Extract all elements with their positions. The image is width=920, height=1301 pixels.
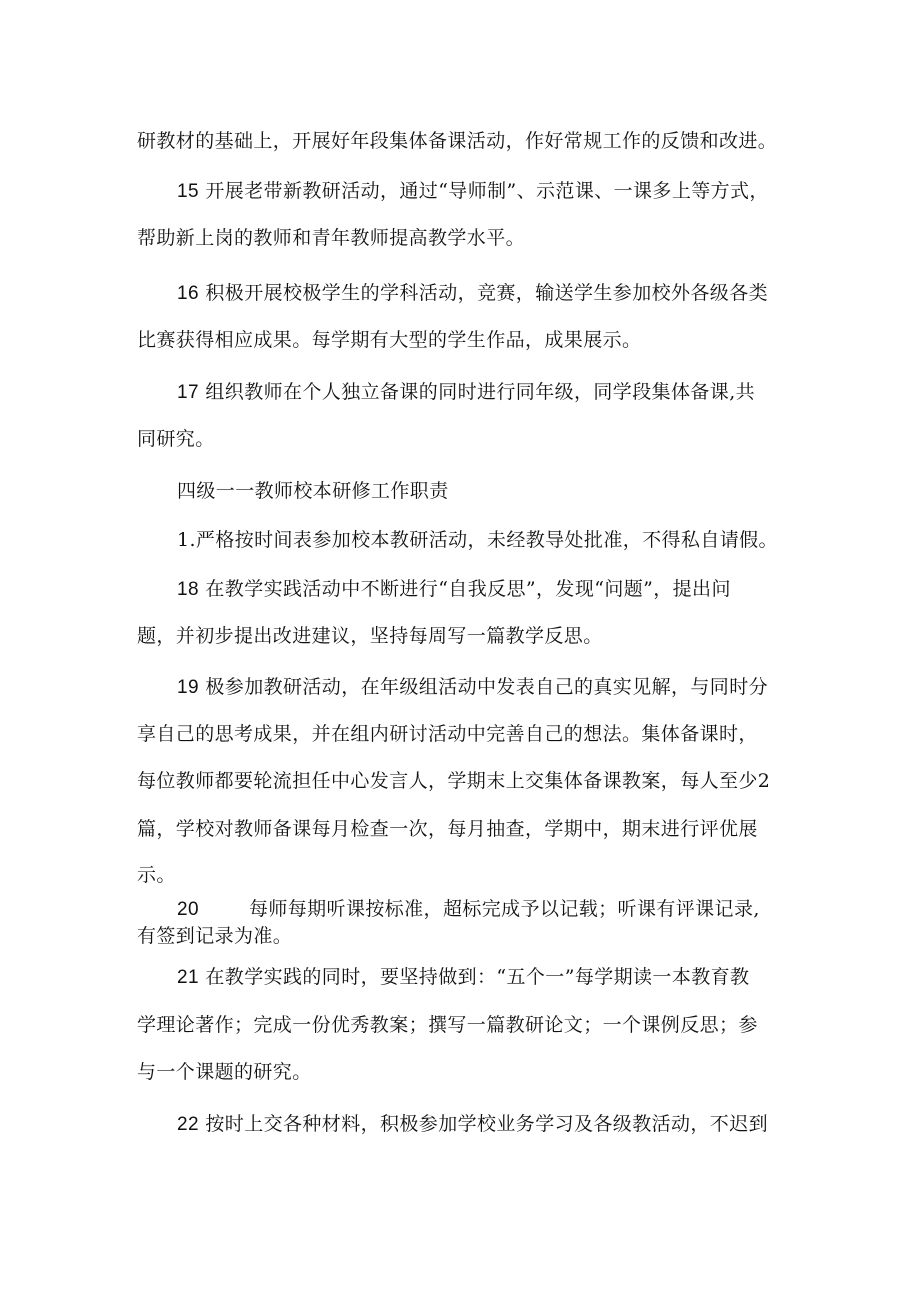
paragraph-18-number: 18	[177, 579, 199, 600]
paragraph-21-line-3: 与一个课题的研究。	[137, 1061, 312, 1083]
paragraph-19-line-1	[177, 674, 768, 701]
paragraph-21-line-2: 学理论著作；完成一份优秀教案；撰写一篇教研论文；一个课例反思；参	[137, 1014, 758, 1036]
paragraph-22-line-1	[177, 1111, 768, 1138]
paragraph-17-number: 17	[177, 382, 199, 403]
paragraph-continued-line-1: 研教材的基础上，开展好年段集体备课活动，作好常规工作的反馈和改进。	[137, 130, 778, 152]
paragraph-20-line-1	[177, 896, 760, 923]
paragraph-18-text: 在教学实践活动中不断进行“自我反思”，发现“问题”，提出问	[205, 578, 731, 600]
paragraph-16-line-1	[177, 280, 768, 307]
paragraph-17-text: 组织教师在个人独立备课的同时进行同年级，同学段集体备课,共	[205, 381, 756, 403]
paragraph-17-line-2: 同研究。	[137, 428, 215, 450]
paragraph-15-number: 15	[177, 181, 199, 202]
paragraph-15-line-2: 帮助新上岗的教师和青年教师提高教学水平。	[137, 227, 526, 249]
paragraph-21-line-1	[177, 964, 749, 991]
paragraph-19-line-3: 每位教师都要轮流担任中心发言人，学期末上交集体备课教案，每人至少2	[137, 770, 771, 792]
paragraph-19-number: 19	[177, 677, 199, 698]
item-1-line-1: 1.严格按时间表参加校本教研活动，未经教导处批准，不得私自请假。	[177, 529, 778, 551]
paragraph-22-text: 按时上交各种材料，积极参加学校业务学习及各级教活动，不迟到	[205, 1113, 768, 1135]
paragraph-16-text: 积极开展校极学生的学科活动，竞赛，输送学生参加校外各级各类	[205, 282, 768, 304]
paragraph-19-text: 极参加教研活动，在年级组活动中发表自己的真实见解，与同时分	[205, 676, 768, 698]
paragraph-15-line-1	[177, 178, 769, 205]
paragraph-18-line-2: 题，并初步提出改进建议，坚持每周写一篇教学反思。	[137, 625, 603, 647]
paragraph-20-line-2: 有签到记录为准。	[137, 925, 293, 947]
paragraph-22-number: 22	[177, 1114, 199, 1135]
paragraph-17-line-1	[177, 379, 755, 406]
paragraph-20-number: 20	[177, 899, 199, 920]
paragraph-19-line-2: 享自己的思考成果，并在组内研讨活动中完善自己的想法。集体备课时，	[137, 723, 758, 745]
paragraph-19-line-5: 示。	[137, 864, 176, 886]
paragraph-18-line-1	[177, 576, 731, 603]
paragraph-20-text: 每师每期听课按标准，超标完成予以记载；听课有评课记录,	[248, 898, 760, 920]
section-heading-level-4: 四级一一教师校本研修工作职责	[177, 480, 449, 502]
paragraph-21-number: 21	[177, 967, 199, 988]
paragraph-19-line-4: 篇，学校对教师备课每月检查一次，每月抽查，学期中，期末进行评优展	[137, 818, 758, 840]
paragraph-16-number: 16	[177, 283, 199, 304]
paragraph-15-text: 开展老带新教研活动，通过“导师制”、示范课、一课多上等方式，	[205, 180, 769, 202]
paragraph-16-line-2: 比赛获得相应成果。每学期有大型的学生作品，成果展示。	[137, 329, 642, 351]
paragraph-21-text: 在教学实践的同时，要坚持做到：“五个一”每学期读一本教育教	[205, 966, 750, 988]
